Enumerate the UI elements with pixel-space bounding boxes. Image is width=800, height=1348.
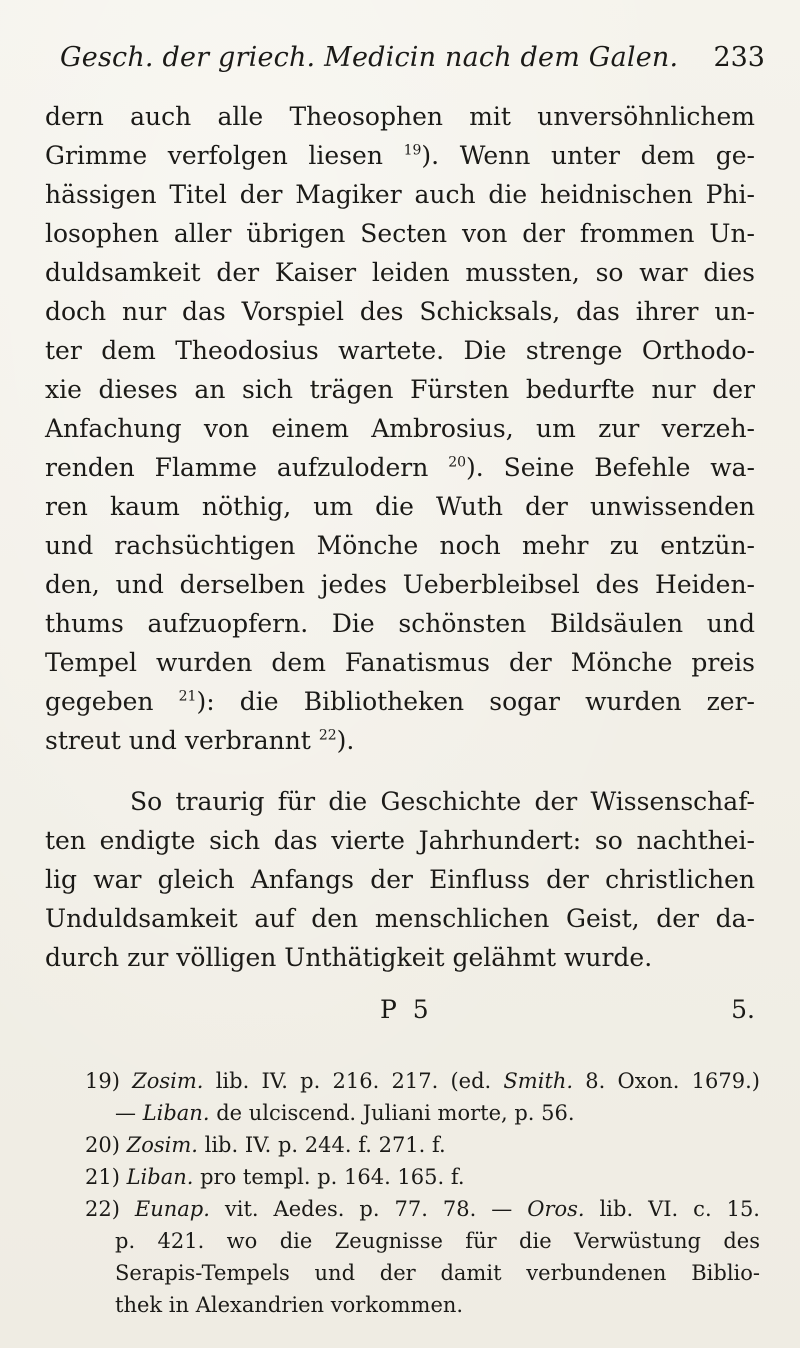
text-line: dern auch alle Theosophen mit unversöhnlichem xyxy=(45,102,755,131)
text-line: So traurig für die Geschichte der Wissenschaf- xyxy=(130,787,755,816)
page-number: 233 xyxy=(713,42,765,73)
catchword: 5. xyxy=(731,995,755,1024)
text-line: lig war gleich Anfangs der Einfluss der christlichen xyxy=(45,865,755,894)
text-line: ter dem Theodosius wartete. Die strenge Orthodo- xyxy=(45,336,755,365)
text-line: den, und derselben jedes Ueberbleibsel des Heiden- xyxy=(45,570,755,599)
footnote-line: thek in Alexandrien vorkommen. xyxy=(115,1293,464,1317)
text-line: xie dieses an sich trägen Fürsten bedurfte nur der xyxy=(45,375,755,404)
text-line: Tempel wurden dem Fanatismus der Mönche preis xyxy=(45,648,755,677)
text-line: und rachsüchtigen Mönche noch mehr zu entzün- xyxy=(45,531,755,560)
footnotes xyxy=(85,1065,760,1321)
footnote-line: 19) Zosim. lib. IV. p. 216. 217. (ed. Smith. 8. Oxon. 1679.) xyxy=(85,1069,760,1093)
signature-line xyxy=(45,995,755,1031)
text-line: thums aufzuopfern. Die schönsten Bildsäulen und xyxy=(45,609,755,638)
footnote-ref: 19 xyxy=(403,142,422,159)
footnote-ref: 22 xyxy=(318,727,337,744)
text-line: gegeben $^{21}$): die Bibliotheken sogar wurden zer- xyxy=(45,687,755,716)
page-header xyxy=(60,42,765,82)
main-text xyxy=(45,97,755,977)
text-line: ten endigte sich das vierte Jahrhundert: so nachthei- xyxy=(45,826,755,855)
footnote-line: Serapis-Tempels und der damit verbundenen Biblio- xyxy=(115,1261,760,1285)
footnote-line: 21) Liban. pro templ. p. 164. 165. f. xyxy=(85,1165,465,1189)
footnote-ref: 21 xyxy=(178,688,197,705)
footnote-line: 22) Eunap. vit. Aedes. p. 77. 78. — Oros. lib. VI. c. 15. xyxy=(85,1197,760,1221)
text-line: Anfachung von einem Ambrosius, um zur verzeh- xyxy=(45,414,755,443)
text-line: streut und verbrannt $^{22}$). xyxy=(45,726,355,755)
signature-mark: P 5 xyxy=(380,995,433,1024)
text-line: losophen aller übrigen Secten von der frommen Un- xyxy=(45,219,755,248)
text-line: ren kaum nöthig, um die Wuth der unwissenden xyxy=(45,492,755,521)
text-line: duldsamkeit der Kaiser leiden mussten, so war dies xyxy=(45,258,755,287)
text-line: Unduldsamkeit auf den menschlichen Geist, der da- xyxy=(45,904,755,933)
text-line: renden Flamme aufzulodern $^{20}$). Seine Befehle wa- xyxy=(45,453,755,482)
footnote-line: p. 421. wo die Zeugnisse für die Verwüstung des xyxy=(115,1229,760,1253)
running-title: Gesch. der griech. Medicin nach dem Galen. xyxy=(60,42,679,73)
text-line: hässigen Titel der Magiker auch die heidnischen Phi- xyxy=(45,180,755,209)
text-line: Grimme verfolgen liesen $^{19}$). Wenn unter dem ge- xyxy=(45,141,755,170)
text-line: durch zur völligen Unthätigkeit gelähmt wurde. xyxy=(45,943,653,972)
footnote-line: 20) Zosim. lib. IV. p. 244. f. 271. f. xyxy=(85,1133,446,1157)
footnote-ref: 20 xyxy=(448,454,467,471)
text-line: doch nur das Vorspiel des Schicksals, das ihrer un- xyxy=(45,297,755,326)
footnote-line: — Liban. de ulciscend. Juliani morte, p. 56. xyxy=(115,1101,575,1125)
paragraph-break xyxy=(45,760,755,782)
